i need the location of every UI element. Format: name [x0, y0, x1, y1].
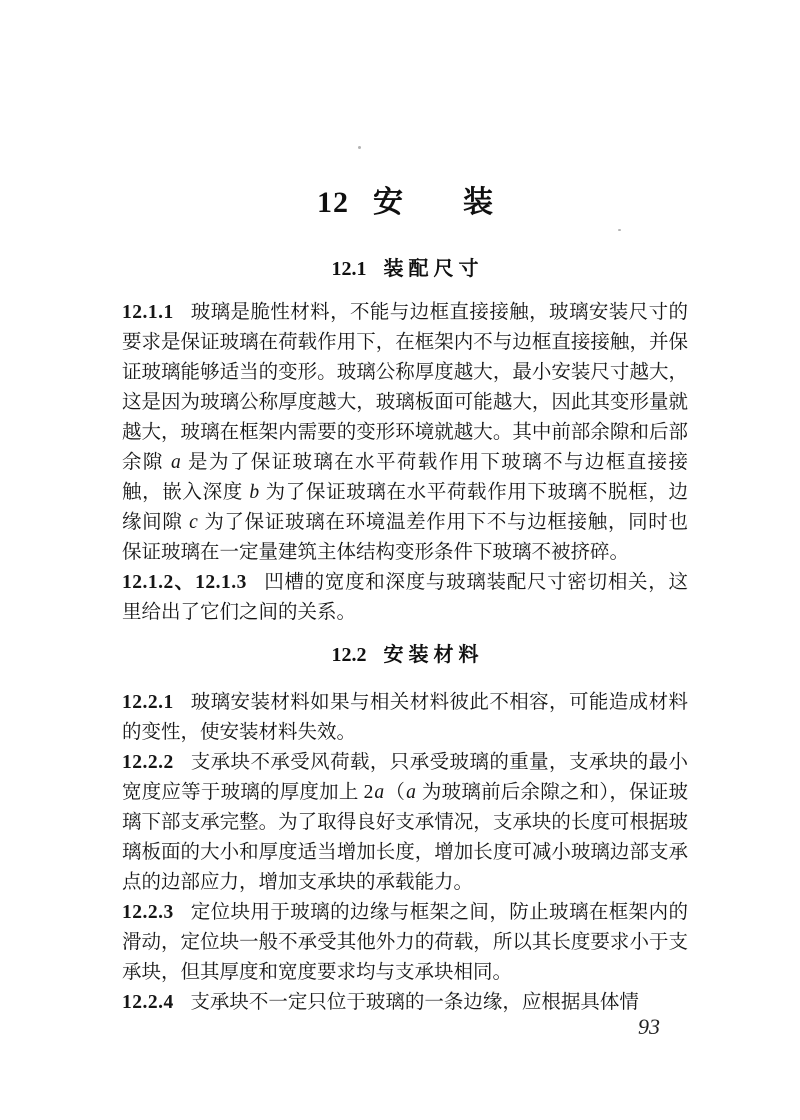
- text-segment: 玻璃安装材料如果与相关材料彼此不相容，可能造成材料的变性，使安装材料失效。: [122, 692, 688, 743]
- clause-number: 12.2.4: [122, 992, 174, 1013]
- text-segment: 为了保证玻璃在环境温差作用下不与边框接触，同时也保证玻璃在一定量建筑主体结构变形条件下玻璃不被挤碎。: [122, 512, 688, 563]
- section: [122, 642, 688, 1018]
- text-segment: 支承块不一定只位于玻璃的一条边缘，应根据具体情: [190, 992, 639, 1013]
- clause-text: [190, 992, 639, 1013]
- math-variable: a: [406, 782, 416, 803]
- text-segment: 为了保证玻璃在水平荷载作用下玻璃不脱框，边缘间隙: [122, 482, 688, 533]
- clause-paragraph: [122, 688, 688, 748]
- clause-text: [122, 302, 688, 563]
- math-variable: c: [189, 512, 198, 533]
- section-paragraphs: [122, 298, 688, 628]
- scan-speck: [358, 146, 361, 149]
- page-content: [122, 186, 688, 1018]
- clause-paragraph: [122, 988, 688, 1018]
- section-name: 安 装 材 料: [383, 644, 479, 666]
- section-paragraphs: [122, 688, 688, 1018]
- text-segment: 玻璃是脆性材料，不能与边框直接接触，玻璃安装尺寸的要求是保证玻璃在荷载作用下，在框架内不与边框直接接触，并保证玻璃能够适当的变形。玻璃公称厚度越大，最小安装尺寸越大，这是因为玻璃公称厚度越大，玻璃板面可能越大，因此其变形量就越大，玻璃在框架内需要的变形环境就越大。其中前部余隙和后部余隙: [122, 302, 688, 473]
- text-segment: 凹槽的宽度和深度与玻璃装配尺寸密切相关，这里给出了它们之间的关系。: [122, 572, 688, 623]
- text-segment: （: [385, 782, 406, 803]
- section: [122, 256, 688, 628]
- math-variable: a: [171, 452, 181, 473]
- clause-paragraph: [122, 898, 688, 988]
- text-segment: 为玻璃前后余隙之和），保证玻璃下部支承完整。为了取得良好支承情况，支承块的长度可根据玻璃板面的大小和厚度适当增加长度，增加长度可减小玻璃边部支承点的边部应力，增加支承块的承载能力。: [122, 782, 688, 893]
- clause-paragraph: [122, 568, 688, 628]
- clause-number: 12.1.2、12.1.3: [122, 572, 247, 593]
- sections-container: [122, 256, 688, 1018]
- clause-text: [122, 902, 688, 983]
- clause-paragraph: [122, 298, 688, 568]
- page-number: 93: [638, 1014, 660, 1039]
- section-number: 12.2: [331, 644, 367, 666]
- section-name: 装 配 尺 寸: [383, 258, 479, 280]
- section-heading: [122, 642, 688, 668]
- text-segment: 是为了保证玻璃在水平荷载作用下玻璃不与边框直接接触，嵌入深度: [122, 452, 688, 503]
- text-segment: 定位块用于玻璃的边缘与框架之间，防止玻璃在框架内的滑动，定位块一般不承受其他外力的荷载，所以其长度要求小于支承块，但其厚度和宽度要求均与支承块相同。: [122, 902, 688, 983]
- chapter-title: [122, 186, 688, 220]
- chapter-name: 安 装: [373, 186, 493, 219]
- text-segment: 支承块不承受风荷载，只承受玻璃的重量，支承块的最小宽度应等于玻璃的厚度加上 2: [122, 752, 688, 803]
- math-variable: b: [249, 482, 260, 503]
- clause-number: 12.2.1: [122, 692, 174, 713]
- clause-text: [122, 692, 688, 743]
- clause-text: [122, 752, 688, 893]
- clause-number: 12.2.2: [122, 752, 174, 773]
- chapter-number: 12: [317, 186, 349, 219]
- clause-paragraph: [122, 748, 688, 898]
- section-number: 12.1: [331, 258, 367, 280]
- math-variable: a: [374, 782, 385, 803]
- clause-number: 12.1.1: [122, 302, 174, 323]
- clause-number: 12.2.3: [122, 902, 174, 923]
- section-heading: [122, 256, 688, 282]
